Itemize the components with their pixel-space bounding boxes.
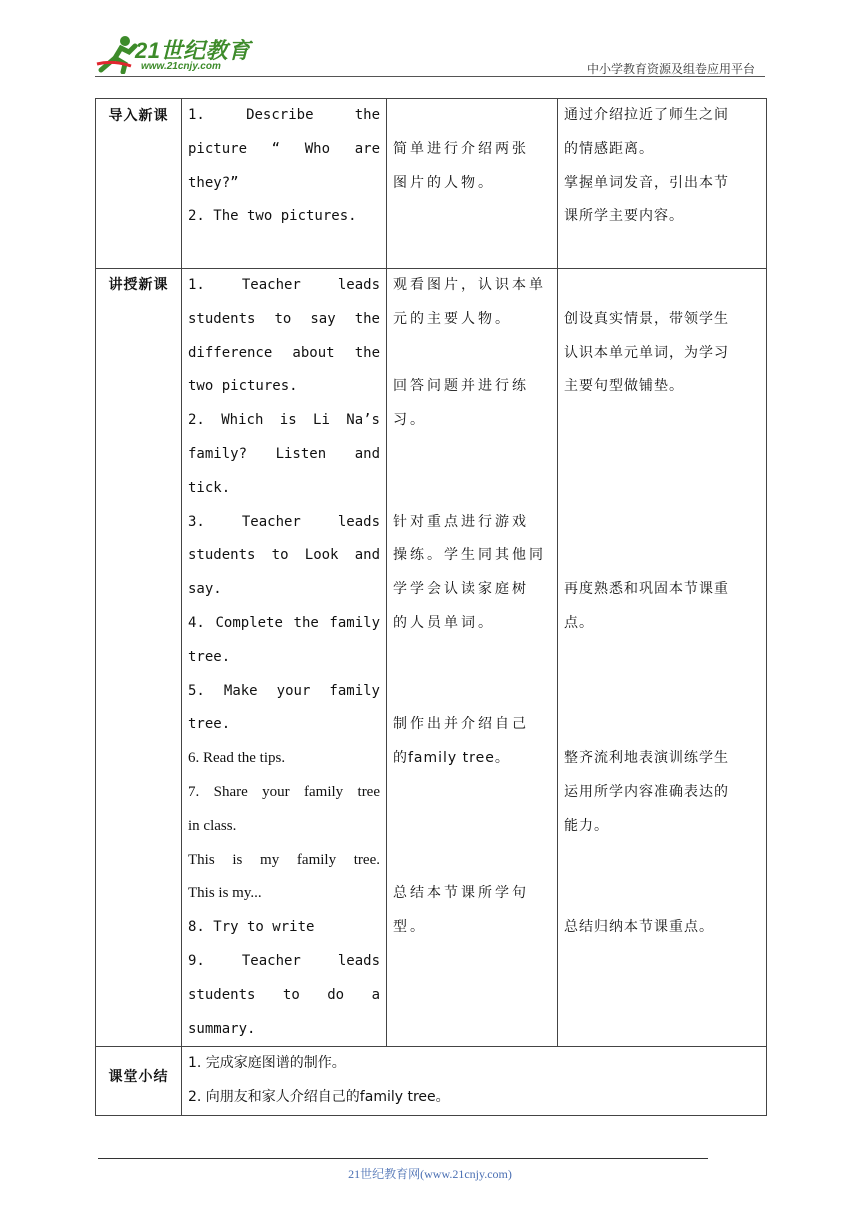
step-line: This is my family tree. [188,851,380,868]
purpose-line: 整齐流利地表演训练学生 [564,750,729,767]
purpose-line: 主要句型做铺垫。 [564,378,684,395]
spacer [564,641,760,675]
step-line: 5. Make your family [188,682,380,699]
runner-logo-icon [95,34,139,74]
step-line: students to say the [188,310,380,327]
spacer [564,877,760,911]
row-label-text: 导入新课 [108,108,169,124]
spacer [564,675,760,709]
step-line: 8. Try to write [188,919,315,936]
spacer [393,810,551,844]
step-line: This is my... [188,885,262,902]
lesson-table [95,98,767,1116]
steps-cell-teaching [182,269,387,1047]
logo [95,34,265,74]
spacer [564,539,760,573]
purpose-cell-intro [558,99,767,269]
purpose-line: 认识本单元单词，为学习 [564,344,729,361]
step-line: picture “ Who are [188,140,380,157]
row-label-teaching [96,269,182,1047]
table-row-teaching [96,269,767,1047]
row-label-text: 课堂小结 [108,1069,169,1086]
header-divider [95,76,765,77]
activity-line: 型。 [393,919,427,936]
step-line: say. [188,581,222,598]
spacer [393,776,551,810]
spacer [393,675,551,709]
purpose-line: 点。 [564,614,594,631]
activity-line: 针对重点进行游戏 [393,513,529,530]
purpose-line: 运用所学内容准确表达的 [564,783,729,800]
spacer [393,472,551,506]
summary-item: 2. 向朋友和家人介绍自己的family tree。 [188,1089,450,1106]
table-row-intro [96,99,767,269]
purpose-cell-teaching [558,269,767,1047]
activity-line: 观看图片，认识本单 [393,277,546,293]
step-line: in class. [188,817,237,834]
step-line: tick. [188,479,231,496]
spacer [564,404,760,438]
purpose-line: 课所学主要内容。 [564,208,684,225]
footer-text: 21世纪教育网(www.21cnjy.com) [348,1167,512,1181]
activity-line: 回答问题并进行练 [393,378,529,395]
step-line: tree. [188,716,231,733]
spacer [393,337,551,371]
spacer [564,844,760,878]
step-line: family? Listen and [188,445,380,462]
activity-line: 图片的人物。 [393,174,495,191]
spacer [564,506,760,540]
table-row-summary [96,1047,767,1116]
step-line: difference about the [188,344,380,361]
header-platform-text: 中小学教育资源及组卷应用平台 [586,62,755,76]
spacer [564,438,760,472]
spacer [393,438,551,472]
step-line: summary. [188,1020,256,1037]
spacer [564,472,760,506]
row-label-summary [96,1047,182,1116]
page-header [95,30,765,78]
logo-title: 21世纪教育 [135,38,251,63]
row-label-intro [96,99,182,269]
activity-line: 制作出并介绍自己 [393,716,529,733]
purpose-line: 的情感距离。 [564,140,654,157]
step-line: 4. Complete the family [188,614,380,631]
activity-line: 习。 [393,412,427,429]
activity-line: 操练。学生同其他同 [393,547,546,564]
spacer [393,99,551,133]
step-line: 9. Teacher leads [188,952,380,969]
step-line: 1. Teacher leads [188,277,380,293]
spacer [393,641,551,675]
spacer [564,708,760,742]
summary-cell [182,1047,767,1116]
activity-line: 的人员单词。 [393,614,495,631]
purpose-line: 能力。 [564,817,609,834]
step-line: students to Look and [188,547,380,564]
activity-line: 总结本节课所学句 [393,885,529,902]
spacer [564,269,760,303]
step-line: 3. Teacher leads [188,513,380,530]
purpose-line: 总结归纳本节课重点。 [564,919,714,936]
activity-line: 简单进行介绍两张 [393,140,529,157]
activity-line: 元的主要人物。 [393,310,512,327]
purpose-line: 通过介绍拉近了师生之间 [564,107,729,123]
footer-divider [98,1158,708,1159]
step-line: 1. Describe the [188,107,380,123]
step-line: 2. The two pictures. [188,208,357,225]
step-line: they?” [188,174,239,191]
step-line: tree. [188,648,231,665]
logo-url: www.21cnjy.com [141,61,221,72]
purpose-line: 创设真实情景，带领学生 [564,310,729,327]
steps-cell-intro [182,99,387,269]
summary-item: 1. 完成家庭图谱的制作。 [188,1055,346,1072]
spacer [393,844,551,878]
purpose-line: 再度熟悉和巩固本节课重 [564,581,729,598]
activity-cell-intro [387,99,558,269]
row-label-text: 讲授新课 [108,277,169,293]
step-line: students to do a [188,986,380,1003]
purpose-line: 掌握单词发音，引出本节 [564,174,729,191]
step-line: 7. Share your family tree [188,783,380,800]
step-line: 6. Read the tips. [188,750,286,767]
step-line: two pictures. [188,378,298,395]
activity-line: 学学会认读家庭树 [393,581,529,598]
step-line: 2. Which is Li Na’s [188,412,380,429]
activity-line: 的family tree。 [393,750,510,767]
activity-cell-teaching [387,269,558,1047]
